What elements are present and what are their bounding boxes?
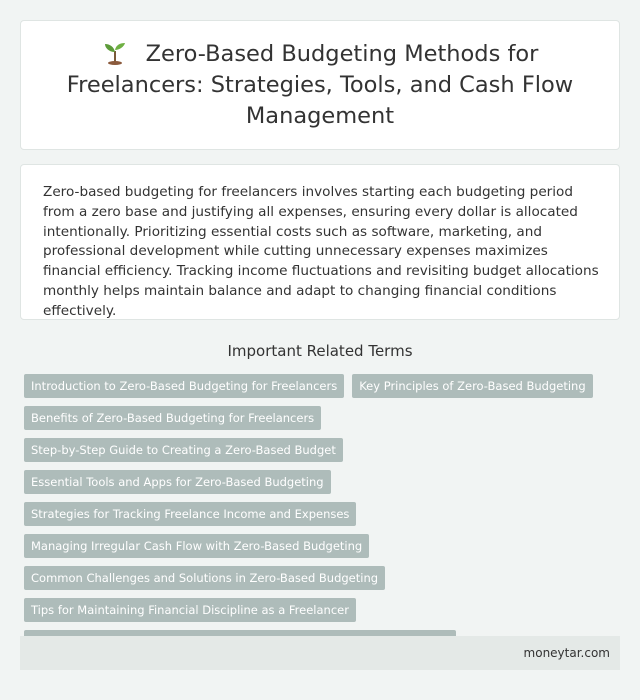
page-title-text: Zero-Based Budgeting Methods for Freelancers: Strategies, Tools, and Cash Flow Management bbox=[66, 40, 574, 129]
related-term-tag[interactable]: Essential Tools and Apps for Zero-Based Budgeting bbox=[24, 470, 331, 494]
related-term-tag[interactable]: Introduction to Zero-Based Budgeting for Freelancers bbox=[24, 374, 344, 398]
footer-site-name[interactable]: moneytar.com bbox=[523, 646, 610, 660]
description-card bbox=[20, 164, 620, 320]
related-term-tag[interactable]: Key Principles of Zero-Based Budgeting bbox=[352, 374, 592, 398]
title-card bbox=[20, 20, 620, 150]
related-term-tag[interactable]: Tips for Maintaining Financial Discipline as a Freelancer bbox=[24, 598, 356, 622]
related-term-tag[interactable]: Common Challenges and Solutions in Zero-Based Budgeting bbox=[24, 566, 385, 590]
related-terms-list bbox=[24, 374, 620, 654]
related-term-tag[interactable]: Managing Irregular Cash Flow with Zero-Based Budgeting bbox=[24, 534, 369, 558]
related-term-tag[interactable]: Strategies for Tracking Freelance Income and Expenses bbox=[24, 502, 356, 526]
description-text: Zero-based budgeting for freelancers involves starting each budgeting period from a zero base and justifying all expenses, ensuring every dollar is allocated intentionally. Prioritizing essential costs such as software, marketing, and professional development while cutting unnecessary expenses maximizes financial efficiency. Tracking income fluctuations and revisiting budget allocations monthly helps maintain balance and adapt to changing financial conditions effectively. bbox=[43, 184, 599, 319]
related-term-tag[interactable]: Step-by-Step Guide to Creating a Zero-Based Budget bbox=[24, 438, 343, 462]
footer bbox=[20, 636, 620, 670]
related-term-tag[interactable]: Benefits of Zero-Based Budgeting for Freelancers bbox=[24, 406, 321, 430]
seedling-icon bbox=[102, 41, 128, 65]
page-title bbox=[61, 39, 579, 132]
related-terms-heading: Important Related Terms bbox=[227, 342, 413, 360]
